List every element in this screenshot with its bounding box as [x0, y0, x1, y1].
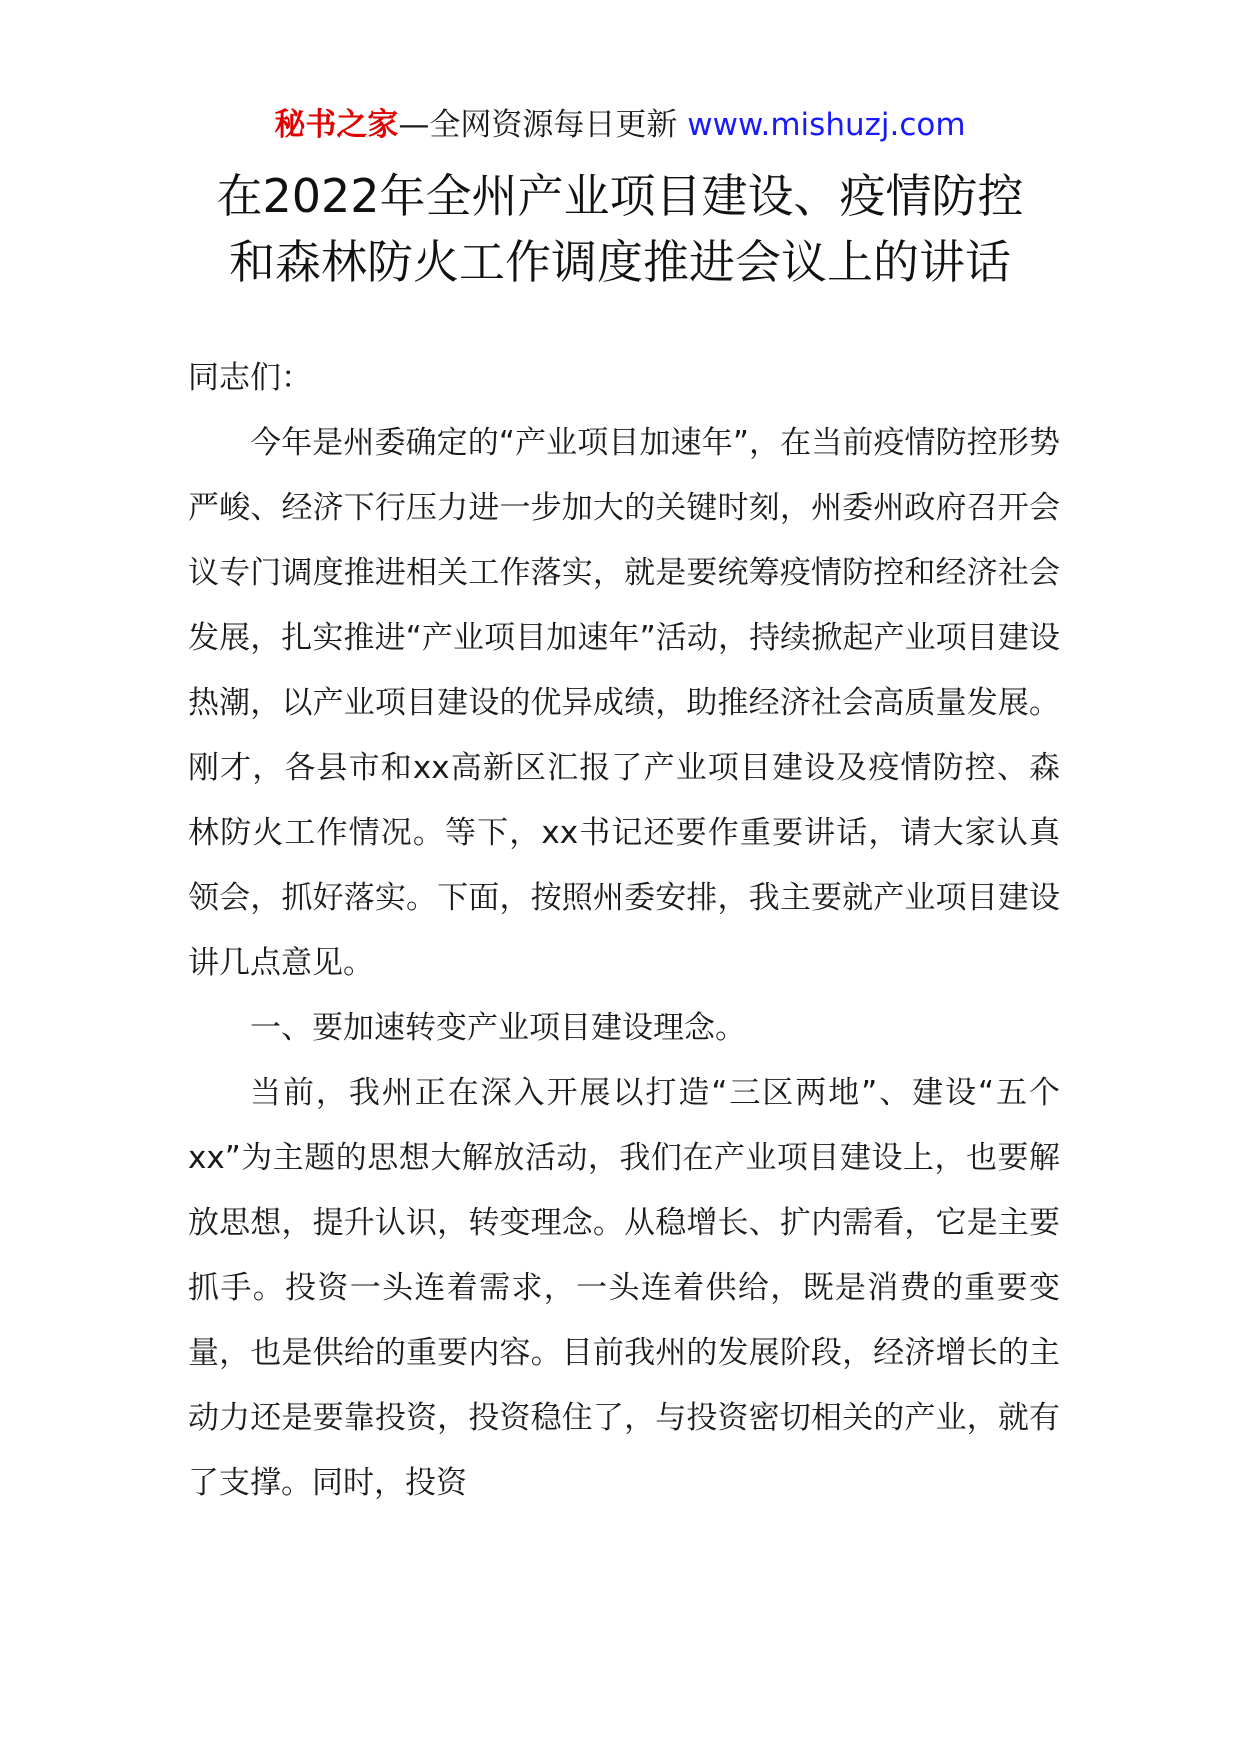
document-body — [188, 346, 1060, 1516]
document-title — [150, 163, 1090, 295]
brand-name: 秘书之家 — [274, 107, 399, 143]
watermark-header — [0, 103, 1240, 147]
salutation: 同志们： — [188, 360, 312, 396]
site-url: www.mishuzj.com — [687, 107, 966, 143]
section-heading-1: 一、要加速转变产业项目建设理念。 — [250, 1010, 746, 1046]
title-line-2: 和森林防火工作调度推进会议上的讲话 — [229, 235, 1011, 289]
paragraph-intro: 今年是州委确定的“产业项目加速年”，在当前疫情防控形势严峻、经济下行压力进一步加大的关键时刻，州委州政府召开会议专门调度推进相关工作落实，就是要统筹疫情防控和经济社会发展，扎实推进“产业项目加速年”活动，持续掀起产业项目建设热潮，以产业项目建设的优异成绩，助推经济社会高质量发展。刚才，各县市和xx高新区汇报了产业项目建设及疫情防控、森林防火工作情况。等下，xx书记还要作重要讲话，请大家认真领会，抓好落实。下面，按照州委安排，我主要就产业项目建设讲几点意见。 — [188, 425, 1060, 981]
slogan-text: —全网资源每日更新 — [398, 107, 688, 143]
title-line-1: 在2022年全州产业项目建设、疫情防控 — [216, 169, 1024, 223]
paragraph-section-1: 当前，我州正在深入开展以打造“三区两地”、建设“五个xx”为主题的思想大解放活动，我们在产业项目建设上，也要解放思想，提升认识，转变理念。从稳增长、扩内需看，它是主要抓手。投资一头连着需求，一头连着供给，既是消费的重要变量，也是供给的重要内容。目前我州的发展阶段，经济增长的主动力还是要靠投资，投资稳住了，与投资密切相关的产业，就有了支撑。同时，投资 — [188, 1075, 1060, 1501]
